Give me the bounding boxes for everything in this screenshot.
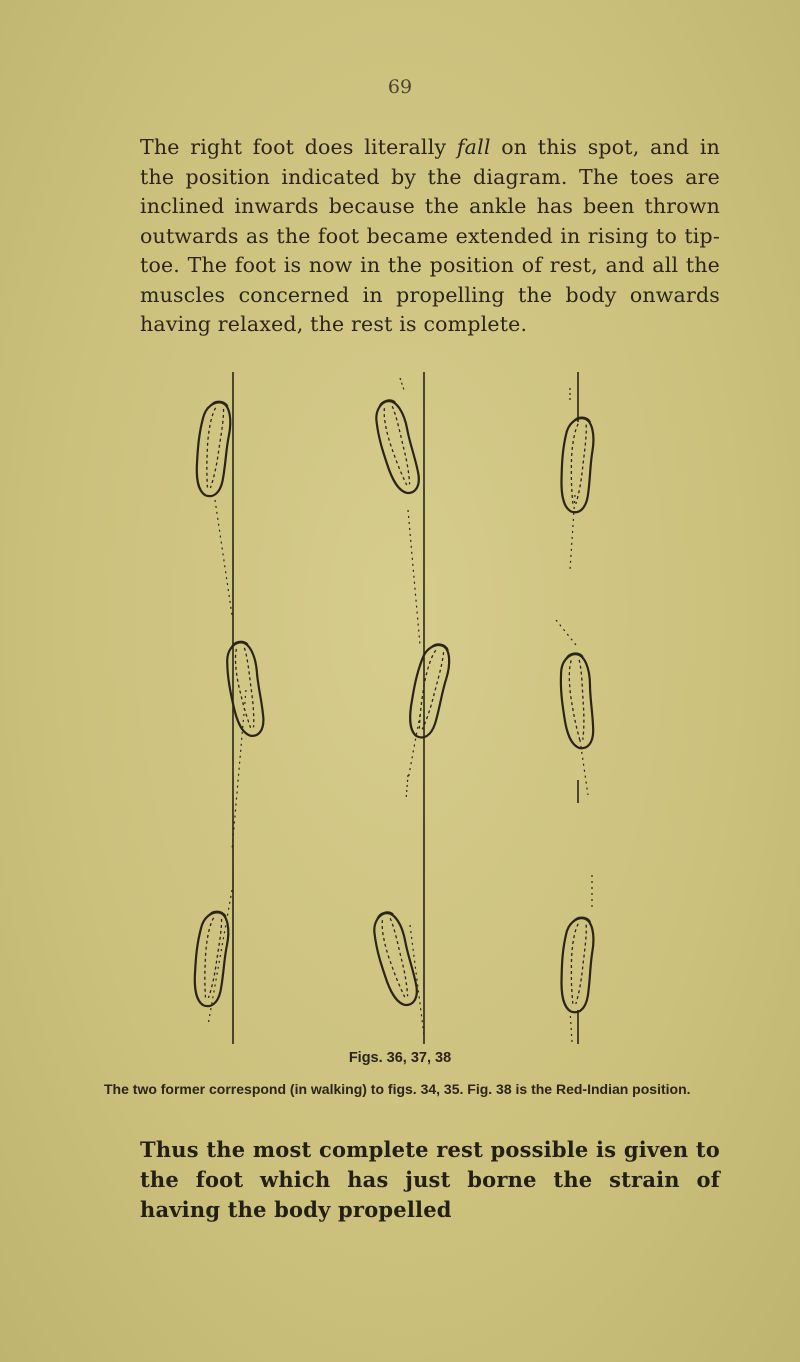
figure-38	[556, 372, 596, 1044]
paragraph-top-start: The right foot does literally	[140, 135, 457, 159]
footprint-icon	[559, 652, 595, 749]
footprint-icon	[371, 397, 423, 497]
footprint-icon	[191, 399, 233, 498]
paragraph-top	[140, 133, 720, 340]
paragraph-bottom: Thus the most complete rest possible is given to the foot which has just borne the strain of having the body propelled	[140, 1137, 720, 1222]
footprint-diagram	[0, 370, 800, 1050]
paragraph-top-italic: fall	[456, 135, 491, 159]
paragraph-top-end: on this spot, and in the position indicated by the diagram. The toes are inclined inwards because the ankle has been thrown outwards as the foot became extended in rising to tip-toe. The foot is now in the position of rest, and all the muscles concerned in propelling the body onwards having relaxed, the rest is complete.	[140, 135, 720, 336]
footprint-icon	[557, 416, 596, 514]
footprint-icon	[223, 640, 265, 739]
footprint-icon	[369, 909, 421, 1009]
footprint-icon	[403, 640, 455, 740]
figure-caption-text: The two former correspond (in walking) to figs. 34, 35. Fig. 38 is the Red-Indian position.	[104, 1081, 691, 1097]
footprint-icon	[557, 916, 596, 1014]
page-number: 69	[387, 76, 413, 98]
figure-36	[189, 372, 266, 1044]
figure-caption-title: Figs. 36, 37, 38	[348, 1050, 452, 1066]
figure-37	[369, 372, 454, 1044]
footprint-icon	[189, 909, 231, 1008]
